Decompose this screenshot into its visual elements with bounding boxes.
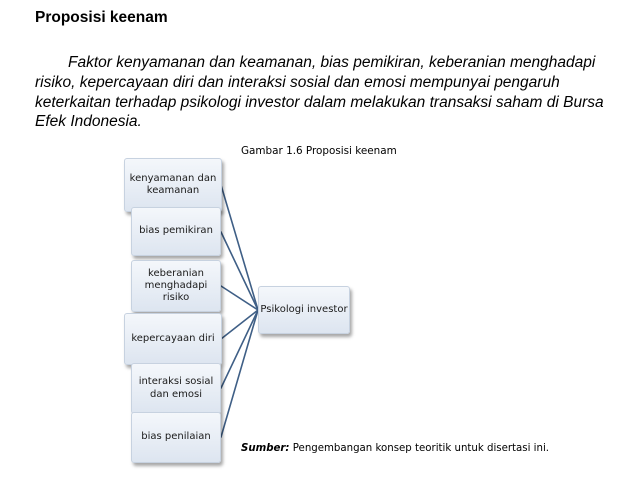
source-text: Pengembangan konsep teoritik untuk disertasi ini. <box>292 443 550 454</box>
connector-line <box>221 310 258 339</box>
figure-caption: Gambar 1.6 Proposisi keenam <box>241 145 397 157</box>
factor-box-bias-pemikiran: bias pemikiran <box>131 207 221 256</box>
section-heading: Proposisi keenam <box>35 9 168 26</box>
factor-box-interaksi-sosial: interaksi sosial dan emosi <box>131 363 221 414</box>
factor-box-bias-penilaian: bias penilaian <box>131 412 221 463</box>
connector-line <box>221 185 258 310</box>
connector-line <box>221 310 258 437</box>
target-box-psikologi-investor: Psikologi investor <box>258 286 350 334</box>
factor-box-kepercayaan-diri: kepercayaan diri <box>124 313 222 365</box>
body-paragraph: Faktor kenyamanan dan keamanan, bias pemikiran, keberanian menghadapi risiko, kepercayaan diri dan interaksi sosial dan emosi mempunyai pengaruh keterkaitan terhadap psikologi investor dalam melakukan transaksi saham di Bursa Efek Indonesia. <box>35 54 604 131</box>
source-label: Sumber: <box>241 443 290 454</box>
source-note <box>241 443 549 454</box>
factor-box-kenyamanan: kenyamanan dan keamanan <box>124 158 222 212</box>
factor-box-keberanian: keberanian menghadapi risiko <box>131 260 221 312</box>
